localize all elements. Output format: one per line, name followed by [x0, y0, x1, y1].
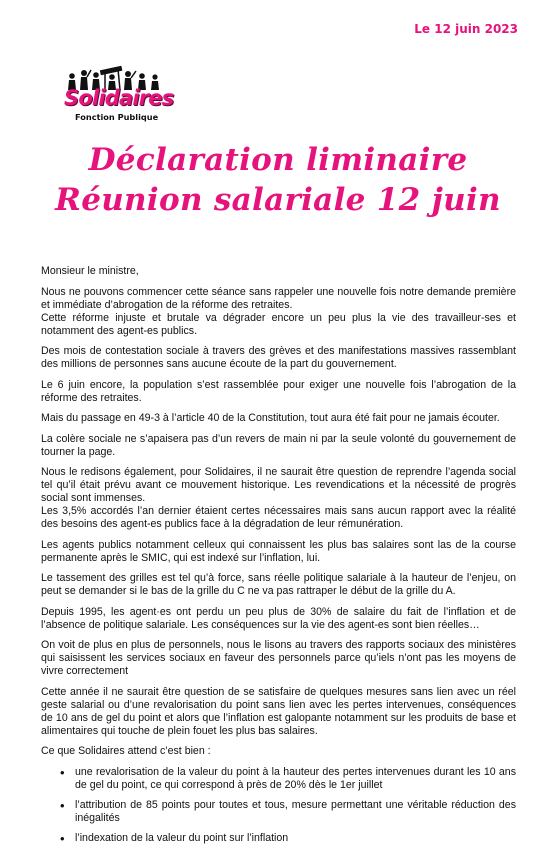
- demand-item: • l’attribution de 85 points pour toutes et tous, mesure permettant une véritable réduction des inégalités: [75, 799, 516, 825]
- document-title: [0, 140, 556, 220]
- body-paragraph: Nous ne pouvons commencer cette séance sans rappeler une nouvelle fois notre demande première et immédiate d’abrogation de la réforme des retraites. Cette réforme injuste et brutale va dégrader encore un peu plus la vie des travailleur-ses et notamment des agent-es publics.: [41, 285, 516, 337]
- body-paragraph: La colère sociale ne s’apaisera pas d’un revers de main ni par la seule volonté du gouvernement de tourner la page.: [41, 432, 516, 458]
- body-paragraph: Cette année il ne saurait être question de se satisfaire de quelques mesures sans lien avec un réel geste salarial ou d’une revalorisation du point sans lien avec les pertes intervenues, conséquences de 10 ans de gel du point et alors que l’inflation est galopante notamment sur les produits de base et alimentaires qui touche de plein fouet les plus bas salaires.: [41, 685, 516, 737]
- document-body: [41, 265, 516, 852]
- body-paragraph: Depuis 1995, les agent·es ont perdu un peu plus de 30% de salaire du fait de l’inflation et de l’absence de politique salariale. Les conséquences sur la vie des agent-es sont bien réelles…: [41, 605, 516, 631]
- solidaires-logo: [60, 62, 174, 128]
- body-paragraph: On voit de plus en plus de personnels, nous le lisons au travers des rapports sociaux des ministères qui saisissent les services sociaux en faveur des personnels parce qu’iels n’ont pas les moyens de vivre correctement: [41, 639, 516, 677]
- body-paragraph: Nous le redisons également, pour Solidaires, il ne saurait être question de reprendre l’agenda social tel qu’il était prévu avant ce mouvement historique. Les revendications et la nécessité de progrès social sont immenses. Les 3,5% accordés l’an dernier étaient certes nécessaires mais sans aucun rapport avec la réalité des besoins des agent-es publics face à la dégradation de leur rémunération.: [41, 466, 516, 530]
- body-paragraph: Ce que Solidaires attend c’est bien :: [41, 745, 211, 757]
- title-line-2: Réunion salariale 12 juin: [55, 182, 501, 218]
- demand-item: • l’indexation de la valeur du point sur l’inflation: [75, 832, 516, 845]
- body-paragraph: Mais du passage en 49-3 à l’article 40 de la Constitution, tout aura été fait pour ne jamais écouter.: [41, 412, 500, 424]
- body-paragraph: Le 6 juin encore, la population s’est rassemblée pour exiger une nouvelle fois l’abrogation de la réforme des retraites.: [41, 378, 516, 404]
- body-paragraph: Les agents publics notamment celleux qui connaissent les plus bas salaires sont las de la course permanente après le SMIC, qui est indexé sur l’inflation, lui.: [41, 538, 516, 564]
- title-line-1: Déclaration liminaire: [88, 142, 468, 178]
- logo-subtitle: Fonction Publique: [75, 112, 159, 122]
- demands-list: [41, 766, 516, 845]
- body-paragraph: Le tassement des grilles est tel qu’à force, sans réelle politique salariale à la hauteur de l’enjeu, on peut se demander si le bas de la grille du C ne va pas rattraper le début de la grille du A.: [41, 572, 516, 597]
- demand-item: • une revalorisation de la valeur du point à la hauteur des pertes intervenues durant les 10 ans de gel du point, ce qui correspond à près de 20% dès le 1er juillet: [75, 766, 516, 792]
- document-date: Le 12 juin 2023: [414, 22, 518, 36]
- body-paragraph: Des mois de contestation sociale à travers des grèves et des manifestations massives rassemblant des millions de personnes sans aucune écoute de la part du gouvernement.: [41, 345, 516, 370]
- body-paragraph: Monsieur le ministre,: [41, 265, 139, 277]
- logo-name: Solidaires: [64, 86, 174, 110]
